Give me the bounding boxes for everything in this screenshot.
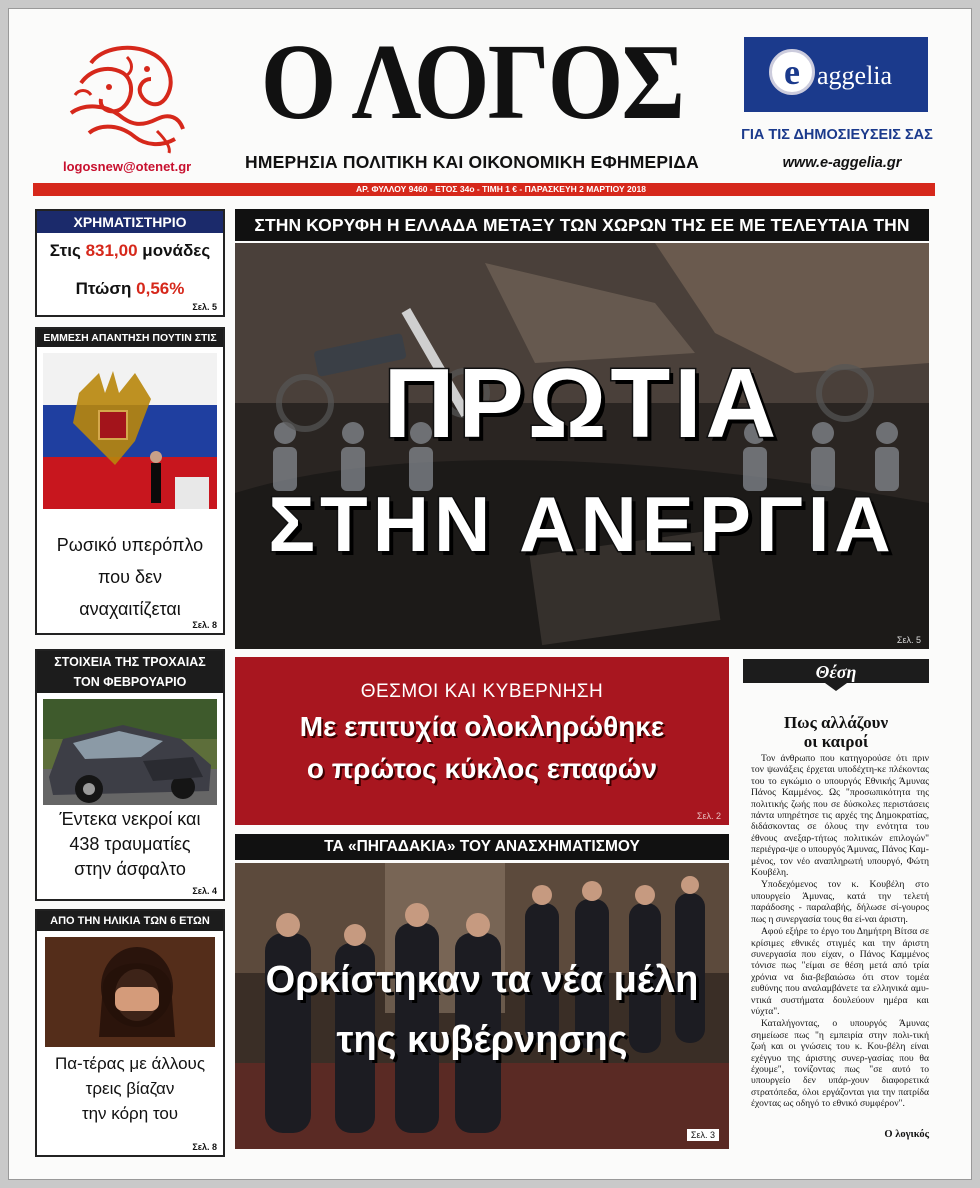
newspaper-front-page — [8, 8, 972, 1180]
stock-points-line — [37, 241, 223, 261]
reshuffle-headline-line1: Ορκίστηκαν τα νέα μέλη — [265, 959, 699, 1001]
newspaper-subtitle: ΗΜΕΡΗΣΙΑ ΠΟΛΙΤΙΚΗ ΚΑΙ ΟΙΚΟΝΟΜΙΚΗ ΕΦΗΜΕΡΙΔΑ — [245, 152, 699, 172]
government-story-box — [235, 657, 729, 825]
page-ref: Σελ. 2 — [696, 811, 721, 821]
traffic-headline-line: στην άσφαλτο — [74, 859, 186, 879]
lead-kicker: ΣΤΗΝ ΚΟΡΥΦΗ Η ΕΛΛΑΔΑ ΜΕΤΑΞΥ ΤΩΝ ΧΩΡΩΝ ΤΗΣ ΕΕ ΜΕ ΤΕΛΕΥΤΑΙΑ ΤΗΝ — [235, 209, 929, 241]
stock-points-pre: Στις — [49, 241, 81, 260]
page-ref: Σελ. 4 — [192, 886, 217, 896]
stock-change-value: 0,56% — [136, 279, 185, 298]
opinion-paragraph: Αφού εξήρε το έργο του Δημήτρη Βίτσα σε κρίσιμες εθνικές στιγμές και την άριστη συνεργασία που είχαν, ο Πάνος Καμμένος τόνισε πως "είμαι σε θέση μετά από τρία χρόνια να δια-βεβαιώσω ότι στον τομέα ευθύνης που αναλαμβάνετε τα ελληνικά αμυ-ντικά συστήματα δουλεύουν ημέρα και νύχτα". — [751, 926, 929, 1017]
stock-change-pre: Πτώση — [75, 279, 132, 298]
lead-story — [235, 243, 929, 649]
opinion-paragraph: Τον άνθρωπο που κατηγορούσε ότι πριν τον ψωνάξεις έρχεται υποδέχτη-κε πλέκοντας του το εγκώμιο ο υπουργός Εθνικής Άμυνας Πάνος Καμμένος. Ως "προσωπικότητα της πολιτικής ζωής που σε δύσκολες περιστάσεις πάντα υπηρέτησε τις αρχές της Δημοκρατίας, διδάσκοντας σε όλους την ενότητα του έθνους ανεξαρ-τήτως πολιτικών επιλογών" περιέγρα-ψε ο υπουργός Άμυνας, Πάνος Καμ-μένος, τον νέο αναπληρωτή υπουργό, Φώτη Κουβέλη. — [751, 753, 929, 879]
eaggelia-tagline: ΓΙΑ ΤΙΣ ΔΗΜΟΣΙΕΥΣΕΙΣ ΣΑΣ — [741, 127, 933, 143]
traffic-headline-line: 438 τραυματίες — [69, 834, 191, 854]
opinion-title-line: Πως αλλάζουν — [783, 713, 889, 732]
government-kicker: ΘΕΣΜΟΙ ΚΑΙ ΚΥΒΕΡΝΗΣΗ — [360, 681, 604, 702]
reshuffle-kicker: ΤΑ «ΠΗΓΑΔΑΚΙΑ» ΤΟΥ ΑΝΑΣΧΗΜΑΤΙΣΜΟΥ — [235, 834, 729, 860]
abuse-story-box — [35, 909, 225, 1157]
lead-headline-line2: ΣΤΗΝ ΑΝΕΡΓΙΑ — [268, 480, 896, 568]
page-ref: Σελ. 5 — [896, 635, 921, 645]
car-crash-photo — [43, 699, 217, 805]
opinion-body — [751, 753, 929, 1111]
traffic-header-line: ΤΟΝ ΦΕΒΡΟΥΑΡΙΟ — [73, 675, 187, 689]
opinion-paragraph: Υποδεχόμενος τον κ. Κουβέλη στο υπουργείο Άμυνας, κατά την τελετή παράδοσης - παραλαβής, δήλωσε σί-γουρος πως η συνεργασία τους θα εί-ναι άριστη. — [751, 879, 929, 925]
swearing-in-photo — [235, 863, 729, 1149]
putin-headline-line: Ρωσικό υπερόπλο — [56, 535, 204, 555]
traffic-header-line: ΣΤΟΙΧΕΙΑ ΤΗΣ ΤΡΟΧΑΙΑΣ — [54, 655, 206, 669]
opinion-label: Θέση — [815, 662, 857, 682]
putin-story-box — [35, 327, 225, 635]
newspaper-title: Ο ΛΟΓΟΣ — [260, 23, 684, 142]
page-ref: Σελ. 8 — [192, 1142, 217, 1152]
issue-info: ΑΡ. ΦΥΛΛΟΥ 9460 - ΕΤΟΣ 34ο - ΤΙΜΗ 1 € - ΠΑΡΑΣΚΕΥΗ 2 ΜΑΡΤΙΟΥ 2018 — [356, 184, 646, 194]
putin-headline — [41, 529, 219, 625]
eaggelia-wordmark: aggelia — [817, 61, 893, 90]
abuse-headline-line: την κόρη του — [81, 1104, 179, 1123]
traffic-headline-line: Έντεκα νεκροί και — [59, 809, 201, 829]
stock-header: ΧΡΗΜΑΤΙΣΤΗΡΙΟ — [37, 211, 223, 233]
abuse-headline-line: Πα-τέρας με άλλους — [54, 1054, 206, 1073]
stock-market-box — [35, 209, 225, 317]
reshuffle-story — [235, 863, 729, 1149]
logo-illustration — [61, 43, 191, 155]
putin-header: ΕΜΜΕΣΗ ΑΠΑΝΤΗΣΗ ΠΟΥΤΙΝ ΣΤΙΣ — [37, 329, 223, 347]
girl-photo — [45, 937, 215, 1047]
eaggelia-logo-icon: e — [769, 49, 815, 95]
putin-photo — [43, 353, 217, 509]
putin-headline-line: που δεν — [97, 567, 163, 587]
government-headline-line2: ο πρώτος κύκλος επαφών — [306, 753, 658, 784]
abuse-headline-line: τρεις βίαζαν — [85, 1079, 175, 1098]
stock-points-value: 831,00 — [85, 241, 138, 260]
traffic-headline — [41, 807, 219, 882]
opinion-title — [743, 713, 929, 751]
page-ref: Σελ. 8 — [192, 620, 217, 630]
stock-change-line — [37, 279, 223, 299]
putin-headline-line: αναχαιτίζεται — [79, 599, 181, 619]
opinion-title-line: οι καιροί — [803, 732, 869, 751]
page-ref: Σελ. 3 — [687, 1129, 719, 1141]
reshuffle-headline-line2: της κυβέρνησης — [336, 1019, 628, 1061]
page-ref: Σελ. 5 — [192, 302, 217, 312]
government-headline-line1: Με επιτυχία ολοκληρώθηκε — [299, 711, 665, 742]
contact-email: logosnew@otenet.gr — [63, 159, 192, 174]
stock-points-unit: μονάδες — [142, 241, 211, 260]
traffic-header — [37, 651, 223, 693]
abuse-headline — [41, 1051, 219, 1126]
lead-headline-line1: ΠΡΩΤΙΑ — [383, 348, 781, 458]
traffic-story-box — [35, 649, 225, 901]
opinion-signature: Ο λογικός — [884, 1129, 929, 1140]
opinion-paragraph: Καταλήγοντας, ο υπουργός Άμυνας σημείωσε πως "η εμπειρία στην πολι-τική ζωή και οι γνώσεις του κ. Κου-βέλη είναι εχέγγυο της άριστης συνερ-γασίας που θα έχουμε", τονίζοντας πως "σε αυτό το υπουργείο δεν υπάρ-χουν διαφορετικά στρατόπεδα, όλοι εργάζονται για την πατρίδα έχοντας ως οδηγό το εθνικό συμφέρον". — [751, 1018, 929, 1110]
eaggelia-url: www.e-aggelia.gr — [782, 155, 902, 171]
abuse-header: ΑΠΟ ΤΗΝ ΗΛΙΚΙΑ ΤΩΝ 6 ΕΤΩΝ — [37, 911, 223, 931]
